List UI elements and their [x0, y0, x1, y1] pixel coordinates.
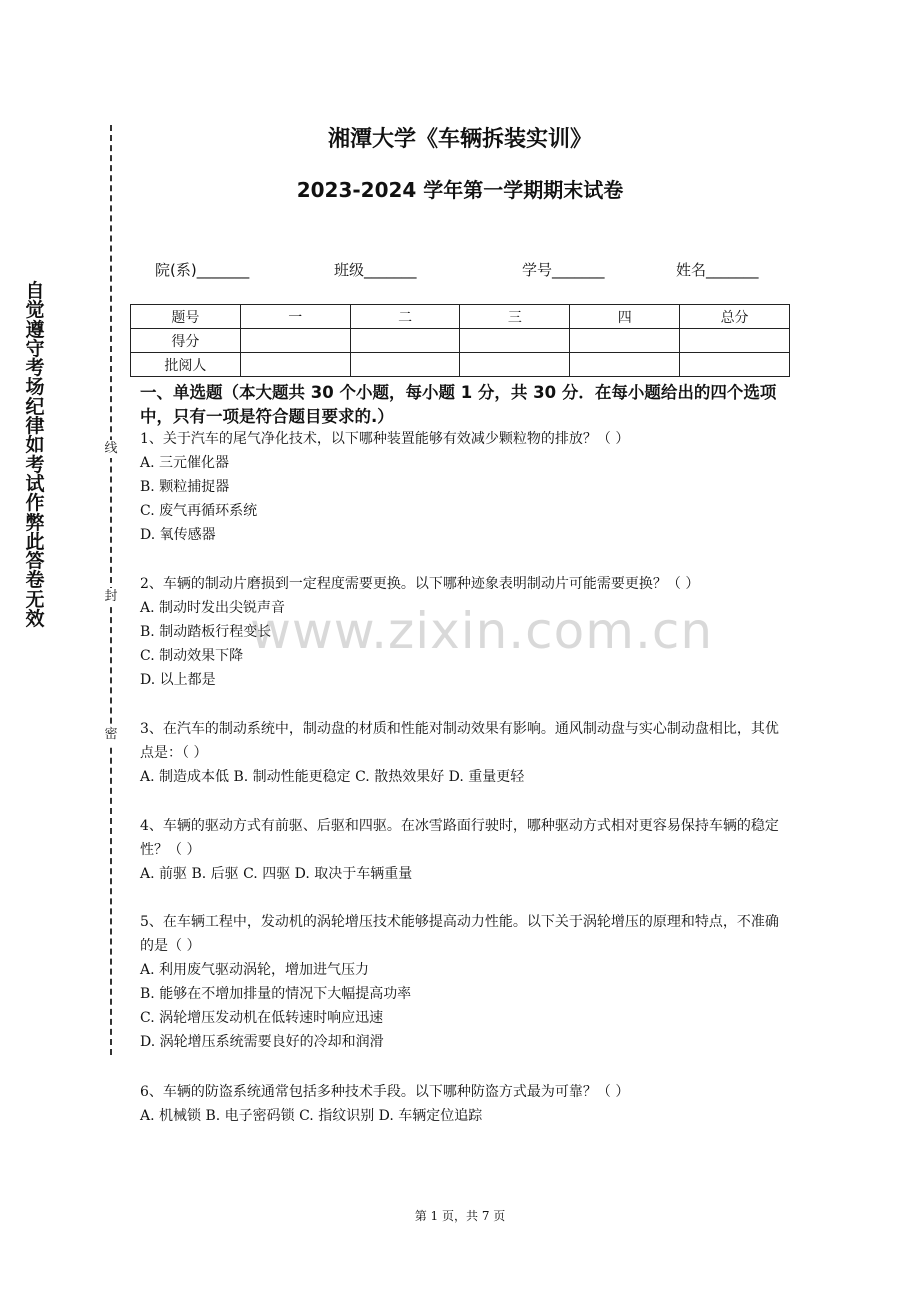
score-table-header-cell: 二 — [350, 305, 460, 329]
question-1 — [140, 427, 785, 547]
page-number: 第 1 页，共 7 页 — [414, 1209, 506, 1223]
cut-label-line: 线 — [102, 440, 120, 458]
question-stem: 4、车辆的驱动方式有前驱、后驱和四驱。在冰雪路面行驶时，哪种驱动方式相对更容易保持车辆的稳定性？（ ） — [140, 818, 779, 858]
question-stem: 2、车辆的制动片磨损到一定程度需要更换。以下哪种迹象表明制动片可能需要更换？（ ） — [140, 576, 700, 592]
department-field: 院(系)_______ — [155, 261, 250, 279]
score-table-header-cell: 四 — [570, 305, 680, 329]
grader-row — [131, 353, 790, 377]
option-a: A. 利用废气驱动涡轮，增加进气压力 — [140, 962, 370, 978]
options-inline: A. 前驱 B. 后驱 C. 四驱 D. 取决于车辆重量 — [140, 866, 413, 882]
grader-cell — [240, 353, 350, 377]
section-title: 一、单选题（本大题共 30 个小题，每小题 1 分，共 30 分．在每小题给出的四个选项中，只有一项是符合题目要求的.） — [140, 383, 777, 426]
cut-label-secret: 密 — [102, 726, 120, 744]
class-field: 班级_______ — [334, 261, 417, 279]
options-inline: A. 制造成本低 B. 制动性能更稳定 C. 散热效果好 D. 重量更轻 — [140, 769, 525, 785]
grader-cell — [680, 353, 790, 377]
option-c: C. 废气再循环系统 — [140, 503, 258, 519]
question-5 — [140, 910, 785, 1054]
option-b: B. 颗粒捕捉器 — [140, 479, 230, 495]
score-table-header-cell: 三 — [460, 305, 570, 329]
name-field: 姓名_______ — [676, 261, 759, 279]
score-row — [131, 329, 790, 353]
score-table-header-row — [131, 305, 790, 329]
option-a: A. 制动时发出尖锐声音 — [140, 600, 286, 616]
option-d: D. 涡轮增压系统需要良好的冷却和润滑 — [140, 1034, 384, 1050]
exam-discipline-warning: 自觉遵守考场纪律如考试作弊此答卷无效 — [25, 280, 45, 631]
student-id-field: 学号_______ — [522, 261, 605, 279]
score-cell — [240, 329, 350, 353]
question-3 — [140, 717, 785, 789]
grader-cell — [570, 353, 680, 377]
score-table-header-cell: 一 — [240, 305, 350, 329]
question-2 — [140, 572, 800, 692]
option-b: B. 能够在不增加排量的情况下大幅提高功率 — [140, 986, 412, 1002]
option-c: C. 制动效果下降 — [140, 648, 244, 664]
score-table-header-cell: 总分 — [680, 305, 790, 329]
question-stem: 1、关于汽车的尾气净化技术，以下哪种装置能够有效减少颗粒物的排放？（ ） — [140, 431, 630, 447]
option-d: D. 氧传感器 — [140, 527, 216, 543]
score-cell — [460, 329, 570, 353]
option-b: B. 制动踏板行程变长 — [140, 624, 272, 640]
question-4 — [140, 814, 785, 886]
score-cell — [350, 329, 460, 353]
option-d: D. 以上都是 — [140, 672, 216, 688]
question-6 — [140, 1080, 785, 1128]
score-table — [130, 304, 790, 377]
question-stem: 6、车辆的防盗系统通常包括多种技术手段。以下哪种防盗方式最为可靠？（ ） — [140, 1084, 630, 1100]
question-stem: 5、在车辆工程中，发动机的涡轮增压技术能够提高动力性能。以下关于涡轮增压的原理和特点，不准确的是（ ） — [140, 914, 779, 954]
score-table-header-cell: 题号 — [131, 305, 241, 329]
grader-row-label: 批阅人 — [131, 353, 241, 377]
exam-title: 湘潭大学《车辆拆装实训》 — [327, 127, 592, 152]
grader-cell — [460, 353, 570, 377]
question-stem: 3、在汽车的制动系统中，制动盘的材质和性能对制动效果有影响。通风制动盘与实心制动盘相比，其优点是：（ ） — [140, 721, 779, 761]
score-cell — [680, 329, 790, 353]
cut-label-seal: 封 — [102, 588, 120, 606]
option-a: A. 三元催化器 — [140, 455, 230, 471]
exam-subtitle: 2023-2024 学年第一学期期末试卷 — [296, 178, 624, 202]
watermark: www.zixin.com.cn — [250, 602, 714, 660]
options-inline: A. 机械锁 B. 电子密码锁 C. 指纹识别 D. 车辆定位追踪 — [140, 1108, 483, 1124]
grader-cell — [350, 353, 460, 377]
score-row-label: 得分 — [131, 329, 241, 353]
option-c: C. 涡轮增压发动机在低转速时响应迅速 — [140, 1010, 384, 1026]
score-cell — [570, 329, 680, 353]
